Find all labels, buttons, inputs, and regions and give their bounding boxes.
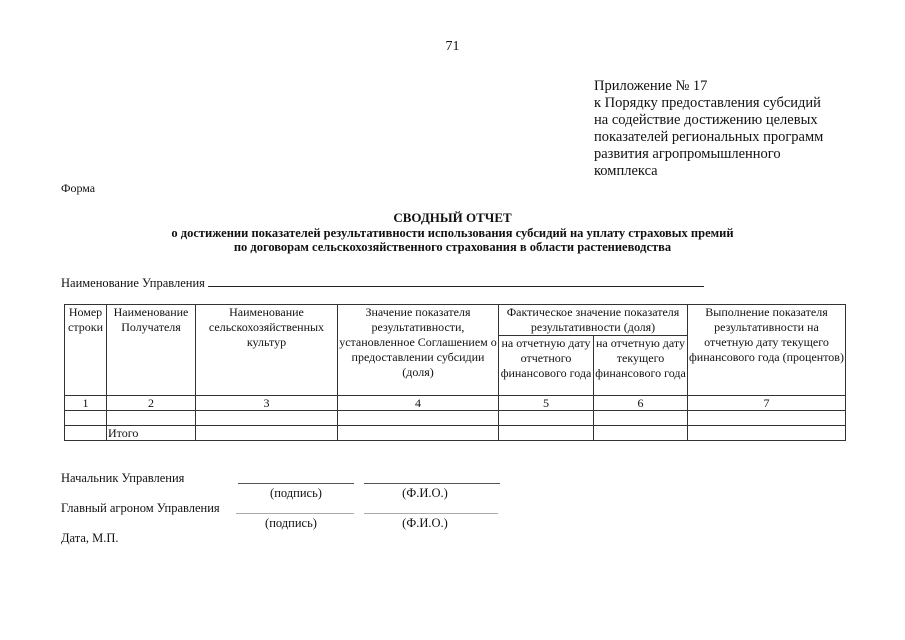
department-label: Наименование Управления: [61, 276, 205, 290]
report-title: [0, 211, 905, 255]
title-subtitle-line: по договорам сельскохозяйственного страхования в области растениеводства: [233, 240, 672, 254]
total-label: Итого: [107, 426, 196, 441]
appendix-block: [594, 78, 874, 180]
table-cell: [65, 426, 107, 441]
column-number: 6: [594, 396, 688, 411]
column-number: 4: [338, 396, 499, 411]
table-cell: [107, 411, 196, 426]
header-crops: Наименование сельскохозяйственных культур: [196, 305, 338, 396]
page-number: 71: [445, 39, 460, 54]
header-indicator-value: Значение показателя результативности, установленное Соглашением о предоставлении субсидии (доля): [338, 305, 499, 396]
head-signature-label: Начальник Управления: [61, 471, 185, 485]
column-number: 3: [196, 396, 338, 411]
column-number: 2: [107, 396, 196, 411]
header-recipient: Наименование Получателя: [107, 305, 196, 396]
total-row: [65, 426, 846, 441]
header-actual-value: Фактическое значение показателя результативности (доля): [499, 305, 688, 336]
department-blank-line: [208, 276, 704, 287]
head-name-caption: (Ф.И.О.): [402, 486, 448, 500]
table-cell: [688, 426, 846, 441]
appendix-line: развития агропромышленного: [594, 146, 781, 162]
table-cell: [594, 411, 688, 426]
title-subtitle-line: о достижении показателей результативности использования субсидий на уплату страховых премий: [171, 225, 734, 240]
column-number: 7: [688, 396, 846, 411]
head-signature-line: [238, 483, 354, 484]
date-stamp-label: Дата, М.П.: [61, 531, 119, 545]
table-cell: [338, 411, 499, 426]
appendix-line: Приложение № 17: [594, 78, 708, 94]
appendix-line: показателей региональных программ: [594, 129, 824, 145]
column-number: 5: [499, 396, 594, 411]
table-cell: [499, 426, 594, 441]
table-cell: [196, 411, 338, 426]
agronomist-signature-caption: (подпись): [265, 516, 317, 530]
form-label: Форма: [61, 181, 96, 195]
department-field: [61, 276, 704, 291]
column-number: 1: [65, 396, 107, 411]
table-cell: [196, 426, 338, 441]
appendix-line: на содействие достижению целевых: [594, 112, 818, 128]
agronomist-name-caption: (Ф.И.О.): [402, 516, 448, 530]
header-actual-current-year: на отчетную дату текущего финансового года: [594, 336, 688, 396]
table-cell: [594, 426, 688, 441]
title-heading: СВОДНЫЙ ОТЧЕТ: [393, 210, 512, 225]
agronomist-signature-line: [236, 513, 354, 514]
report-table: [64, 304, 846, 441]
header-actual-previous-year: на отчетную дату отчетного финансового года: [499, 336, 594, 396]
table-cell: [65, 411, 107, 426]
table-cell: [338, 426, 499, 441]
agronomist-signature-label: Главный агроном Управления: [61, 501, 220, 515]
empty-data-row: [65, 411, 846, 426]
table-cell: [688, 411, 846, 426]
head-name-line: [364, 483, 500, 484]
header-fulfillment: Выполнение показателя результативности на отчетную дату текущего финансового года (процентов): [688, 305, 846, 396]
appendix-line: комплекса: [594, 163, 658, 179]
table-cell: [499, 411, 594, 426]
agronomist-name-line: [364, 513, 498, 514]
head-signature-caption: (подпись): [270, 486, 322, 500]
header-row-number: Номер строки: [65, 305, 107, 396]
appendix-line: к Порядку предоставления субсидий: [594, 95, 821, 111]
